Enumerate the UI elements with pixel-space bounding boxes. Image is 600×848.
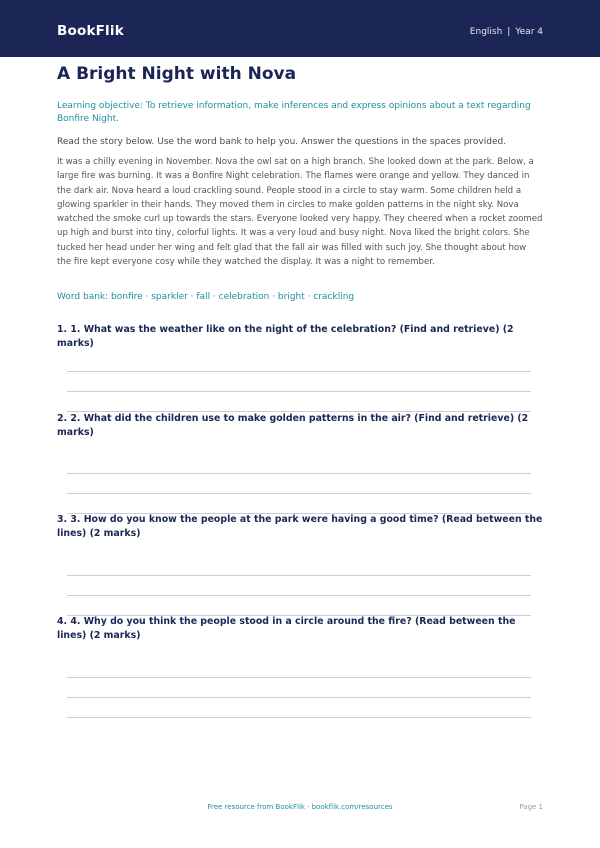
learning-objective: Learning objective: To retrieve information, make inferences and express opinions about a text regarding Bonfire Night. bbox=[57, 101, 531, 124]
answer-line[interactable] bbox=[67, 391, 531, 392]
brand-logo-text: BookFlik bbox=[57, 23, 124, 39]
answer-line[interactable] bbox=[67, 575, 531, 576]
question-2: 2. 2. What did the children use to make golden patterns in the air? (Find and retrieve) (2 marks) bbox=[57, 413, 529, 438]
subject-label: English bbox=[469, 27, 503, 37]
answer-line[interactable] bbox=[67, 493, 531, 494]
worksheet-title: A Bright Night with Nova bbox=[57, 64, 297, 84]
word-bank: Word bank: bonfire · sparkler · fall · celebration · bright · crackling bbox=[57, 292, 355, 302]
year-label: Year 4 bbox=[515, 27, 543, 37]
answer-line[interactable] bbox=[67, 717, 531, 718]
page-header bbox=[0, 0, 600, 57]
story-paragraph: It was a chilly evening in November. Nova the owl sat on a high branch. She looked down at the park. Below, a large fire was burning. It was a Bonfire Night celebration. The flames were orange and yellow. They danced in the dark air. Nova heard a loud crackling sound. People stood in a circle to stay warm. Some children held a glowing sparkler in their hands. They moved them in circles to make golden patterns in the night sky. Nova watched the smoke curl up towards the stars. Everyone looked very happy. They cheered when a rocket zoomed up high and burst into tiny, colorful lights. It was a very loud and busy night. Nova liked the bright colors. She tucked her head under her wing and felt glad that the fall air was filled with such joy. She thought about how the fire kept everyone cosy while they watched the display. It was a night to remember. bbox=[57, 157, 543, 268]
answer-line[interactable] bbox=[67, 677, 531, 678]
meta-separator: | bbox=[507, 27, 511, 37]
question-4: 4. 4. Why do you think the people stood in a circle around the fire? (Read between the lines) (2 marks) bbox=[57, 616, 516, 641]
header-meta bbox=[470, 27, 543, 37]
page-number: Page 1 bbox=[519, 803, 543, 811]
answer-line[interactable] bbox=[67, 473, 531, 474]
answer-line[interactable] bbox=[67, 371, 531, 372]
answer-line[interactable] bbox=[67, 595, 531, 596]
question-1: 1. 1. What was the weather like on the night of the celebration? (Find and retrieve) (2 marks) bbox=[57, 324, 514, 349]
instructions-text: Read the story below. Use the word bank to help you. Answer the questions in the spaces provided. bbox=[57, 137, 507, 147]
footer-credit: Free resource from BookFlik · bookflik.com/resources bbox=[207, 803, 393, 811]
question-3: 3. 3. How do you know the people at the park were having a good time? (Read between the lines) (2 marks) bbox=[57, 514, 543, 539]
answer-line[interactable] bbox=[67, 697, 531, 698]
